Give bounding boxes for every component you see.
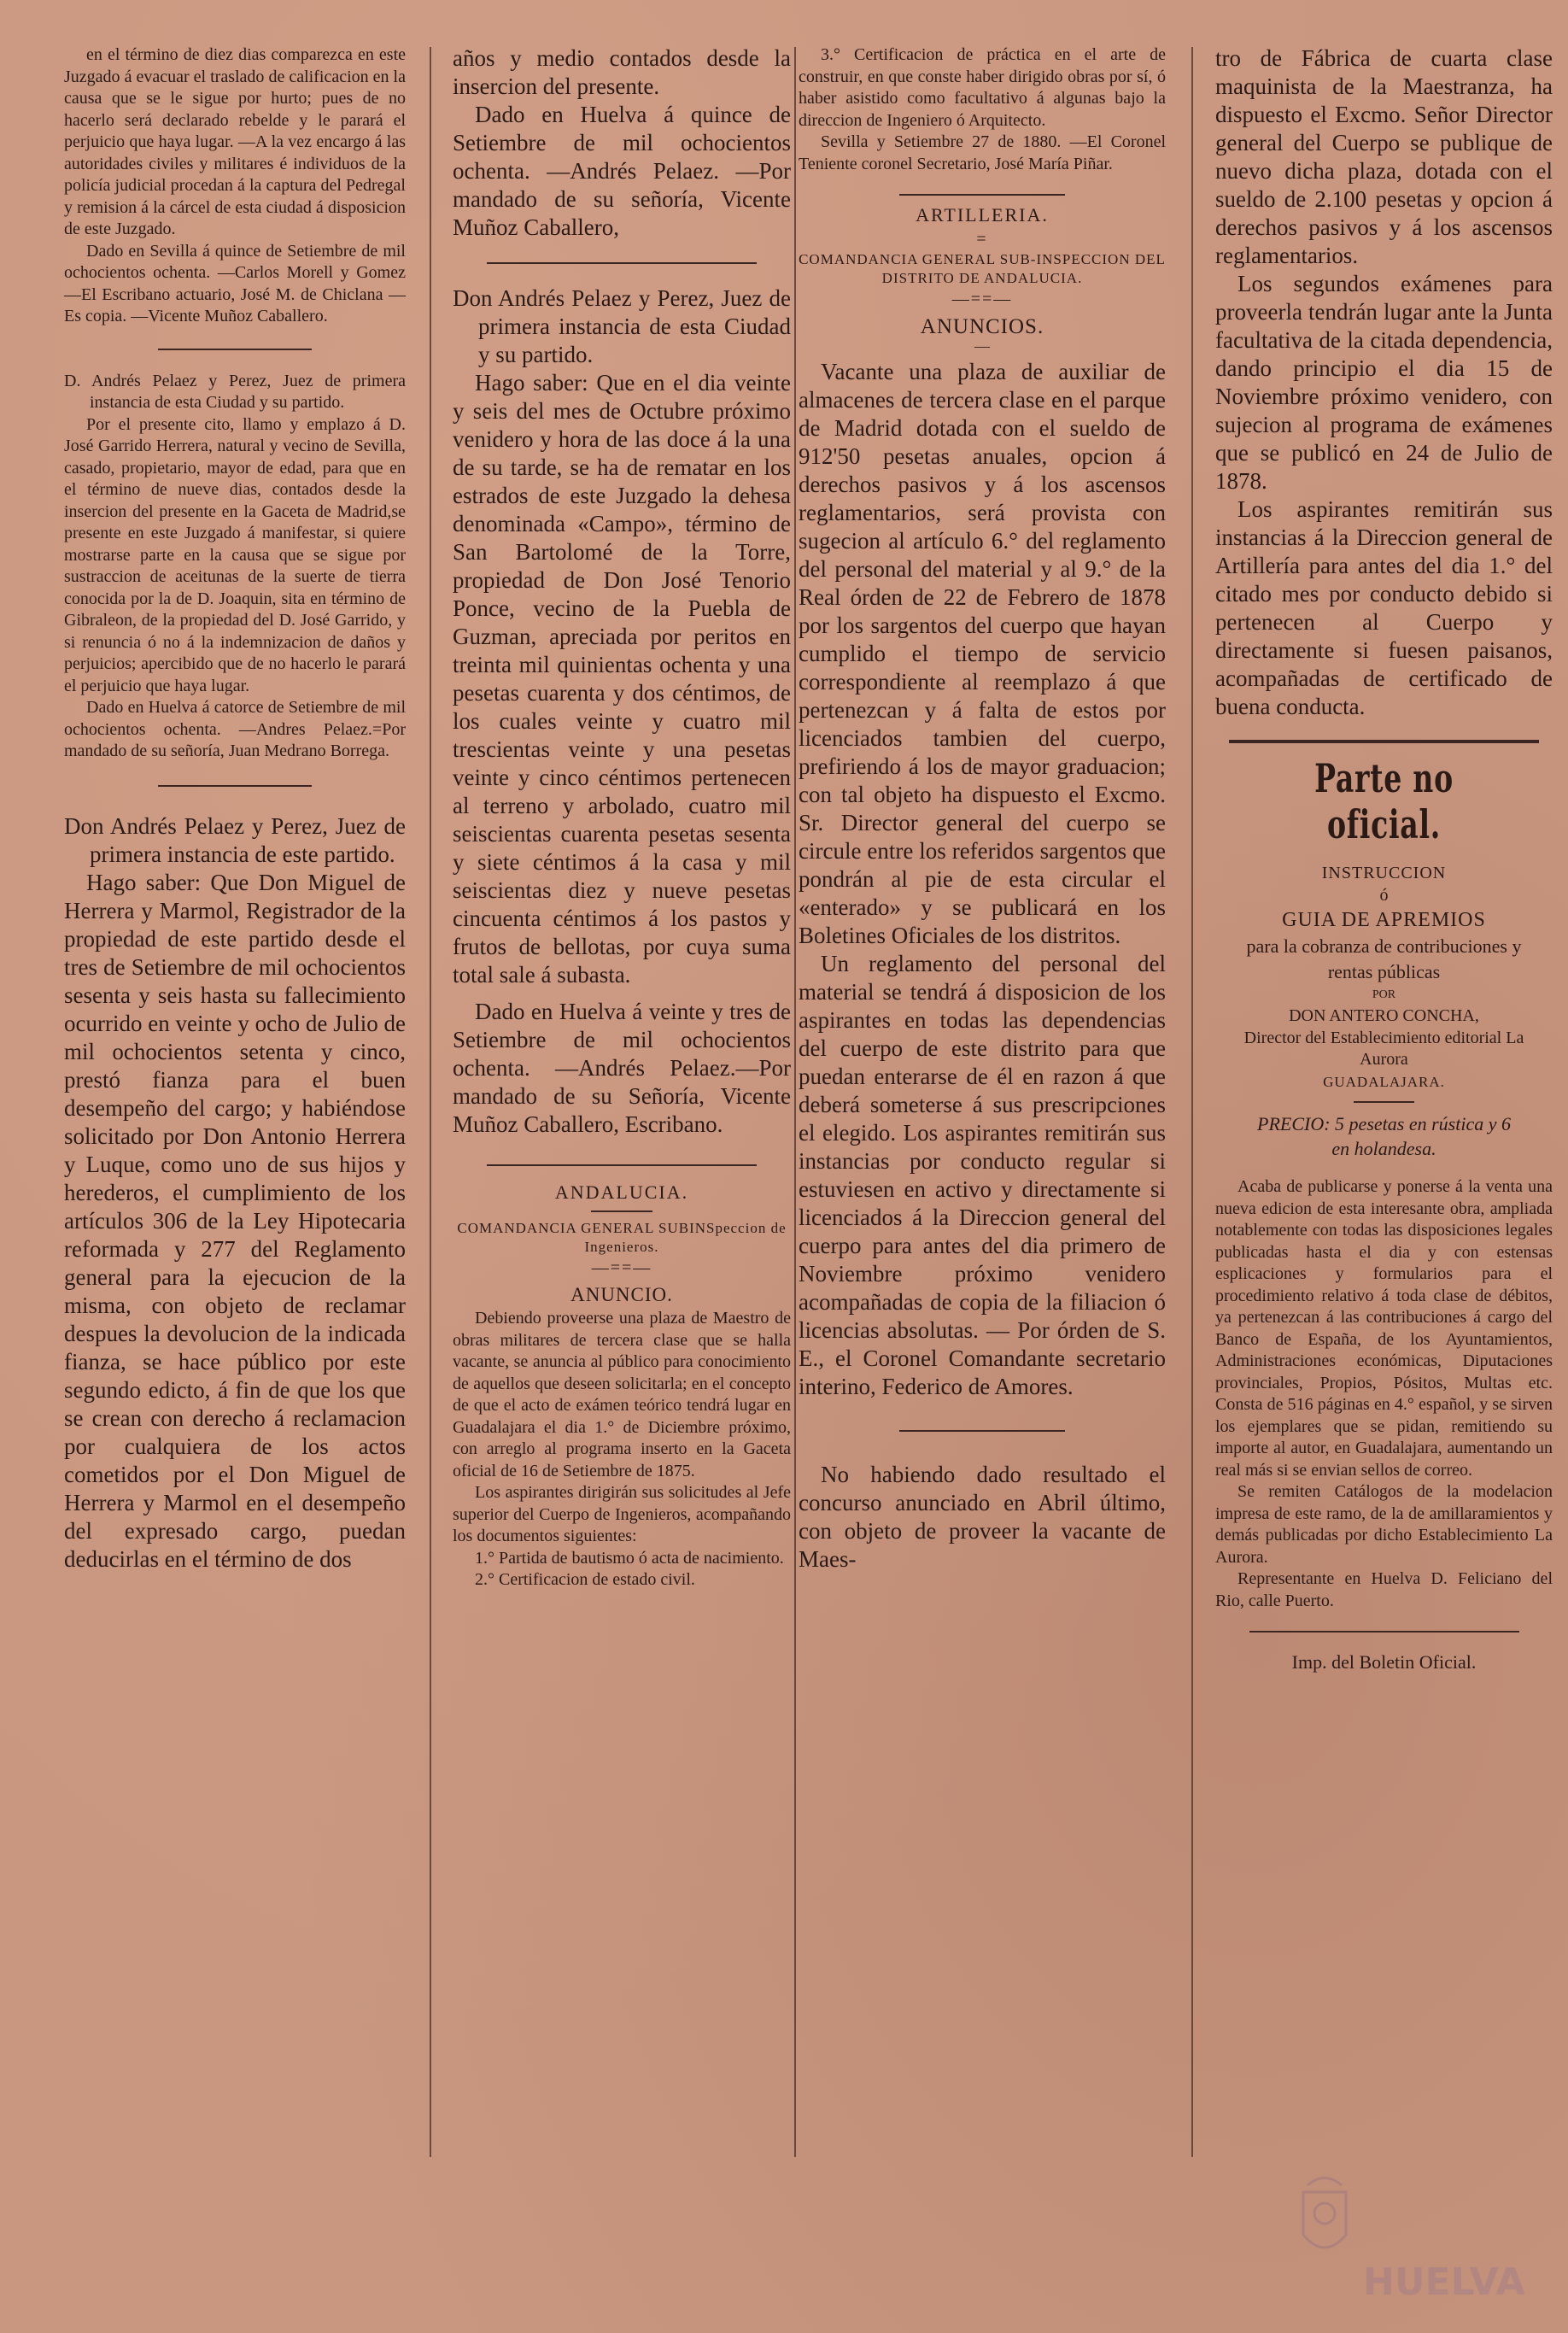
notice-signature: Sevilla y Setiembre 27 de 1880. —El Coronel Teniente coronel Secretario, José María Piñar. (799, 132, 1166, 173)
separator-rule (899, 1430, 1065, 1432)
section-subheading: COMANDANCIA GENERAL SUBINSpeccion de Ingenieros. (457, 1220, 787, 1255)
notice-item: 3.° Certificacion de práctica en el arte de construir, en que conste haber dirigido obras por sí, ó haber asistido como facultativo á algunas bajo la direccion de Ingeniero ó Arquitecto. (799, 45, 1166, 130)
edict-header: Don Andrés Pelaez y Perez, Juez de primera instancia de este partido. (64, 812, 406, 867)
column-1 (64, 44, 406, 1574)
edict-signature: Dado en Huelva á veinte y tres de Setiembre de mil ochocientos ochenta. —Andrés Pelaez.—Por mandado de su Señoría, Vicente Muñoz Caballero, Escribano. (453, 999, 791, 1137)
ad-text: Representante en Huelva D. Feliciano del Rio, calle Puerto. (1215, 1569, 1553, 1610)
column-rule (1191, 47, 1193, 2157)
ad-subtitle: para la cobranza de contribuciones y rentas públicas (1246, 935, 1522, 982)
notice-text: Los segundos exámenes para proveerla tendrán lugar ante la Junta facultativa de la citada dependencia, dando principio el dia 15 de Noviembre próximo venidero, con sujecion al programa de exámenes que se publicó en 24 de Julio de 1878. (1215, 271, 1553, 494)
edict-signature: Dado en Huelva á quince de Setiembre de mil ochocientos ochenta. —Andrés Pelaez. —Por mandado de su señoría, Vicente Muñoz Caballero, (453, 102, 791, 240)
column-rule (794, 47, 796, 2157)
ornament: —==— (951, 290, 1013, 308)
notice-text: tro de Fábrica de cuarta clase maquinista de la Maestranza, ha dispuesto el Excmo. Señor Director general del Cuerpo se publique de nuevo dicha plaza, dotada con el sueldo de 2.100 pesetas y opcion á derechos pasivos y á los ascensos reglamentarios. (1215, 45, 1553, 268)
ad-city: GUADALAJARA. (1323, 1073, 1445, 1090)
edict-signature: Dado en Sevilla á quince de Setiembre de mil ochocientos ochenta. —Carlos Morell y Gomez —El Escribano actuario, José M. de Chiclana —Es copia. —Vicente Muñoz Caballero. (64, 241, 406, 325)
edict-text: Hago saber: Que Don Miguel de Herrera y Marmol, Registrador de la propiedad de este partido desde el tres de Setiembre de mil ochocientos sesenta y seis hasta su fallecimiento ocurrido en veinte y ocho de Julio de mil ochocientos setenta y cinco, prestó fianza para el buen desempeño del cargo; y habiéndose solicitado por Don Antonio Herrera y Luque, como uno de sus hijos y herederos, el cumplimiento de los artículos 306 de la Ley Hipotecaria reformada y 277 del Reglamento general para la ejecucion de la misma, con objeto de reclamar despues la devolucion de la indicada fianza, se hace público por este segundo edicto, á fin de que los que se crean con derecho á reclamacion por cualquiera de los actos cometidos por el Don Miguel de Herrera y Marmol en el desempeño del expresado cargo, puedan deducirlas en el término de dos (64, 869, 406, 1572)
separator-rule (487, 1164, 758, 1166)
ornament: —==— (591, 1258, 652, 1277)
notice-text: Los aspirantes remitirán sus instancias á la Direccion general de Artillería para antes del dia 1.° del citado mes por conducto debido si pertenecen al Cuerpo y directamente si fuesen paisanos, acompañadas de certificado de buena conducta. (1215, 496, 1553, 719)
section-heading: ANDALUCIA. (554, 1181, 689, 1203)
notice-text: No habiendo dado resultado el concurso anunciado en Abril último, con objeto de proveer la vacante de Maes- (799, 1462, 1166, 1572)
edict-header: Don Andrés Pelaez y Perez, Juez de primera instancia de esta Ciudad y su partido. (453, 285, 791, 367)
notice-item: 2.° Certificacion de estado civil. (475, 1570, 695, 1589)
notice-title: ANUNCIOS. (920, 315, 1044, 338)
section-heading: ARTILLERIA. (916, 204, 1049, 226)
notice-title: ANUNCIO. (570, 1284, 673, 1305)
notice-text: Vacante una plaza de auxiliar de almacenes de tercera clase en el parque de Madrid dotada con el sueldo de 912'50 pesetas anuales, opcion á derechos pasivos y á los ascensos reglamentarios, será provista con sugecion al artículo 6.° del reglamento del personal del material y al 9.° de la Real órden de 22 de Febrero de 1878 por los sargentos del cuerpo que hayan cumplido el tiempo de servicio correspondiente al reemplazo á que pertenezcan y á falta de estos por licenciados tambien del cuerpo, prefiriendo á los de mayor graduacion; con tal objeto ha dispuesto el Excmo. Sr. Director general del cuerpo se circule entre los referidos sargentos que pondrán al pie de esta circular el «enterado» y se publicará en los Boletines Oficiales de los distritos. (799, 359, 1166, 948)
separator-rule (158, 785, 312, 787)
separator-rule (899, 194, 1065, 196)
notice-item: 1.° Partida de bautismo ó acta de nacimiento. (475, 1548, 784, 1568)
edict-text: Por el presente cito, llamo y emplazo á D. José Garrido Herrera, natural y vecino de Sevilla, casado, propietario, mayor de edad, para que en el término de nueve dias, contados desde la insercion del presente en la Gaceta de Madrid,se presente en este Juzgado á manifestar, si quiere mostrarse parte en la causa que se sigue por sustraccion de aceitunas de la suerte de tierra conocida por la de D. Joaquin, sita en término de Gibraleon, de la propiedad del D. José Garrido, y si renuncia ó no á la indemnizacion de daños y perjuicios; apercibido que de no hacerlo le parará el perjuicio que haya lugar. (64, 414, 406, 695)
column-3 (799, 44, 1166, 1574)
section-subheading: COMANDANCIA GENERAL SUB-INSPECCION DEL DISTRITO DE ANDALUCIA. (799, 251, 1166, 286)
ad-title: INSTRUCCION (1321, 864, 1447, 882)
ad-title-main: GUIA DE APREMIOS (1282, 909, 1486, 931)
coat-of-arms-icon (1269, 2166, 1525, 2312)
section-title: Parte no oficial. (1314, 755, 1454, 847)
ad-author-role: Director del Establecimiento editorial La Aurora (1243, 1028, 1524, 1069)
separator-rule (1354, 1101, 1414, 1103)
column-rule (430, 47, 431, 2157)
column-2 (453, 44, 791, 1591)
ornament: — (974, 337, 990, 355)
separator-rule (158, 349, 312, 350)
ad-price: PRECIO: 5 pesetas en rústica y 6 en holandesa. (1257, 1113, 1511, 1159)
separator-rule (591, 1210, 652, 1212)
watermark-text: HUELVA (1363, 2260, 1525, 2304)
ornament: = (976, 230, 988, 249)
edict-text: Hago saber: Que en el dia veinte y seis del mes de Octubre próximo venidero y hora de las doce á la una de su tarde, se ha de rematar en los estrados de este Juzgado la dehesa denominada «Campo», término de San Bartolomé de la Torre, propiedad de Don José Tenorio Ponce, vecino de la Puebla de Guzman, apreciada por peritos en treinta mil quinientas ochenta y una pesetas cuarenta y dos céntimos, de los cuales veinte y cuatro mil trescientas veinte y una pesetas veinte y cinco céntimos pertenecen al terreno y arbolado, cuatro mil seiscientas cuarenta pesetas sesenta y siete céntimos á la casa y mil seiscientas diez y nueve pesetas cincuenta céntimos á los pastos y frutos de bellotas, por cuya suma total sale á subasta. (453, 370, 791, 988)
edict-header: D. Andrés Pelaez y Perez, Juez de primera instancia de esta Ciudad y su partido. (64, 371, 406, 412)
column-4 (1215, 44, 1553, 1674)
notice-text: Debiendo proveerse una plaza de Maestro de obras militares de tercera clase que se halla vacante, se anuncia al público para conocimiento de aquellos que deseen solicitarla; en el concepto de que el acto de exámen teórico tendrá lugar en Guadalajara el dia 1.° de Diciembre próximo, con arreglo al programa inserto en la Gaceta oficial de 16 de Setiembre de 1875. (453, 1309, 791, 1480)
separator-rule (487, 262, 758, 264)
ad-text: Acaba de publicarse y ponerse á la venta una nueva edicion de esta interesante obra, ampliada notablemente con todas las disposiciones legales publicadas hasta el dia y con estensas esplicaciones y formularios para el procedimiento relativo á toda clase de débitos, ya pertenezcan á las contribuciones á cargo del Banco de España, de los Ayuntamientos, Administraciones económicas, Diputaciones provinciales, Propios, Pósitos, Multas etc. Consta de 516 páginas en 4.° español, y se sirven los ejemplares que se pidan, remitiendo su importe al autor, en Guadalajara, aumentando un real más si se envian sellos de correo. (1215, 1177, 1553, 1480)
printer-imprint: Imp. del Boletin Oficial. (1291, 1651, 1477, 1673)
notice-text: Un reglamento del personal del material se tendrá á disposicion de los aspirantes en todas las dependencias del cuerpo de este distrito para que puedan enterarse de él en razon á que deberá someterse á sus prescripciones el elegido. Los aspirantes remitirán sus instancias por conducto regular si estuviesen en activo y directamente si licenciados á la Direccion general del cuerpo para antes del dia primero de Noviembre próximo venidero acompañadas de copia de la filiacion ó licencias absolutas. — Por órden de S. E., el Coronel Comandante secretario interino, Federico de Amores. (799, 951, 1166, 1399)
edict-signature: Dado en Huelva á catorce de Setiembre de mil ochocientos ochenta. —Andres Pelaez.=Por mandado de su señoría, Juan Medrano Borrega. (64, 698, 406, 760)
separator-rule (1249, 1631, 1519, 1633)
ad-text: Se remiten Catálogos de la modelacion impresa de este ramo, de la de amillaramientos y demás publicadas por dicho Establecimiento La Aurora. (1215, 1482, 1553, 1567)
ad-byline: POR (1372, 988, 1396, 1001)
edict-text: años y medio contados desde la insercion del presente. (453, 45, 791, 99)
ad-title: ó (1379, 885, 1389, 905)
notice-text: Los aspirantes dirigirán sus solicitudes al Jefe superior del Cuerpo de Ingenieros, acompañando los documentos siguientes: (453, 1483, 791, 1545)
ad-author: DON ANTERO CONCHA, (1289, 1006, 1479, 1025)
edict-text: en el término de diez dias comparezca en este Juzgado á evacuar el traslado de calificacion en la causa que se le sigue por hurto; pues de no hacerlo será declarado rebelde y le parará el perjuicio que haya lugar. —A la vez encargo á las autoridades civiles y militares é individuos de la policía judicial procedan á la captura del Pedregal y remision á la cárcel de esta ciudad á disposicion de este Juzgado. (64, 45, 406, 238)
separator-rule (1229, 740, 1539, 743)
